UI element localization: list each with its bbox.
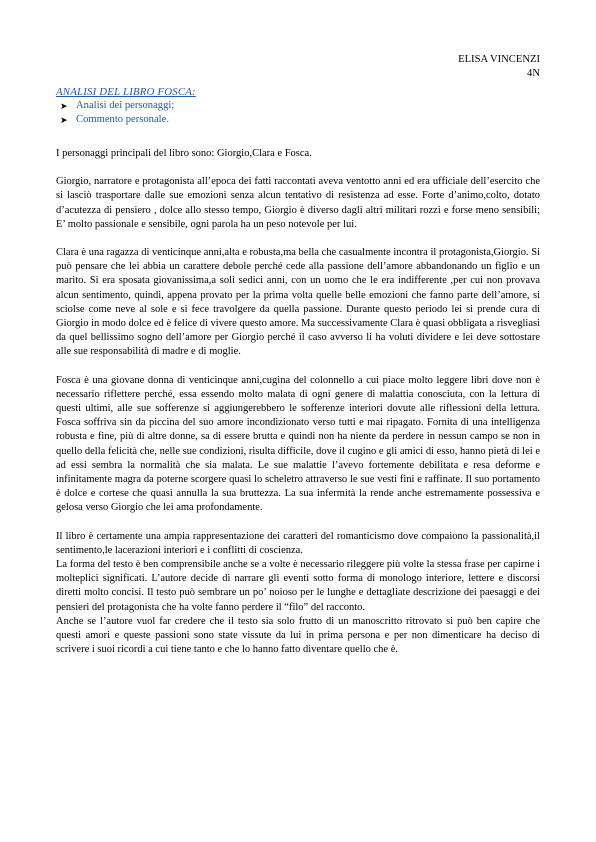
- arrow-bullet-icon: ➤: [60, 101, 68, 111]
- toc-item: [56, 113, 540, 127]
- document-page: [56, 53, 540, 658]
- paragraph-forma-testo: La forma del testo è ben comprensibile anche se a volte è necessario rileggere più volte la stessa frase per capirne i molteplici significati. L’autore decide di narrare gli eventi sotto forma di monologo interiore, lettere e discorsi diretti molto concisi. Il testo può sembrare un po’ noioso per le lunghe e dettagliate descrizione dei paesaggi e dei pensieri del protagonista che ha volte fanno perdere il “filo” del racconto.: [56, 559, 540, 613]
- paragraph-intro: I personaggi principali del libro sono: Giorgio,Clara e Fosca.: [56, 148, 312, 159]
- paragraph-fosca: Fosca è una giovane donna di venticinque anni,cugina del colonnello a cui piace molto leggere libri dove non è necessario riflettere perché, essa essendo molto malata di ogni genere di malattia conosciuta, con la lettura di questi ultimi, alle sue sofferenze si aggiungerebbero le sofferenze interiori dovute alle riflessioni della lettura. Fosca soffriva sin da piccina del suo amore incondizionato verso tutti e mai ripagato. Fornita di una intelligenza robusta e fine, più di altre donne, sa di essere brutta e quindi non ha niente da perdere in nessun campo se non in quello della felicità che, nelle sue condizioni, risulta difficile, dove il cugino e gli amici di esso, hanno pietà di lei e ad essi sembra la normalità che sia malata. Le sue malattie l’avevo fortemente debilitata e resa deforme e infinitamente magra da poterne scorgere quasi lo scheletro attraverso le sue vesti fini e raffinate. Il suo portamento è dolce e cortese che quasi annulla la sua bruttezza. La sua infermità la rende anche estremamente possessiva e gelosa verso Giorgio che lei ama profondamente.: [56, 374, 540, 514]
- document-title: ANALISI DEL LIBRO FOSCA:: [56, 86, 196, 98]
- paragraph-romanticismo: Il libro è certamente una ampia rappresentazione dei caratteri del romanticismo dove compaiono la passionalità,il sentimento,le lacerazioni interiori e i conflitti di coscienza.: [56, 530, 540, 556]
- arrow-bullet-icon: ➤: [60, 115, 68, 125]
- toc-item: [56, 99, 540, 113]
- table-of-contents: [56, 99, 540, 127]
- document-body: [56, 147, 540, 658]
- paragraph-giorgio: Giorgio, narratore e protagonista all’epoca dei fatti raccontati aveva ventotto anni ed era ufficiale dell’esercito che si lasciò trasportare dalle sue emozioni senza alcun tentativo di resistenza ad esse. Forte d’animo,colto, dotato d’acutezza di pensiero , dolce allo stesso tempo, Giorgio è diverso dagli altri militari rozzi e forse meno sensibili; E’ molto passionale e sensibile, ogni parola ha un peso notevole per lui.: [56, 176, 540, 230]
- author-name: ELISA VINCENZI: [458, 54, 540, 65]
- toc-item-label: Commento personale.: [76, 114, 169, 125]
- toc-item-label: Analisi dei personaggi;: [76, 100, 175, 111]
- document-header: [56, 53, 540, 81]
- paragraph-clara: Clara è una ragazza di venticinque anni,alta e robusta,ma bella che casualmente incontra il protagonista,Giorgio. Si può pensare che lei abbia un carattere debole perché cede alla passione dell’amore abbandonando un figlio e un marito. Si era sposata giovanissima,a soli sedici anni, con un uomo che le era indifferente ,per cui non provava alcun sentimento, quindi, appena provato per la prima volta quelle belle emozioni che fanno parte dell’amore, si sciolse come neve al sole e si fece travolgere da quella passione. Durante questo periodo lei si prende cura di Giorgio in modo dolce ed è felice di vivere questo amore. Ma successivamente Clara è quasi obbligata a risvegliasi da quel bellissimo sogno dell’amore per Giorgio perché il caso avverso li ha voluti dividere e lei deve sottostare alle sue responsabilità di madre e di moglie.: [56, 247, 540, 358]
- class-label: 4N: [527, 68, 540, 79]
- paragraph-autore: Anche se l’autore vuol far credere che il testo sia solo frutto di un manoscritto ritrovato si può ben capire che questi amori e queste passioni sono state vissute da lui in prima persona e per non dimenticare ha deciso di scrivere i suoi ricordi a cui tiene tanto e che lo hanno fatto diventare quello che è.: [56, 615, 540, 656]
